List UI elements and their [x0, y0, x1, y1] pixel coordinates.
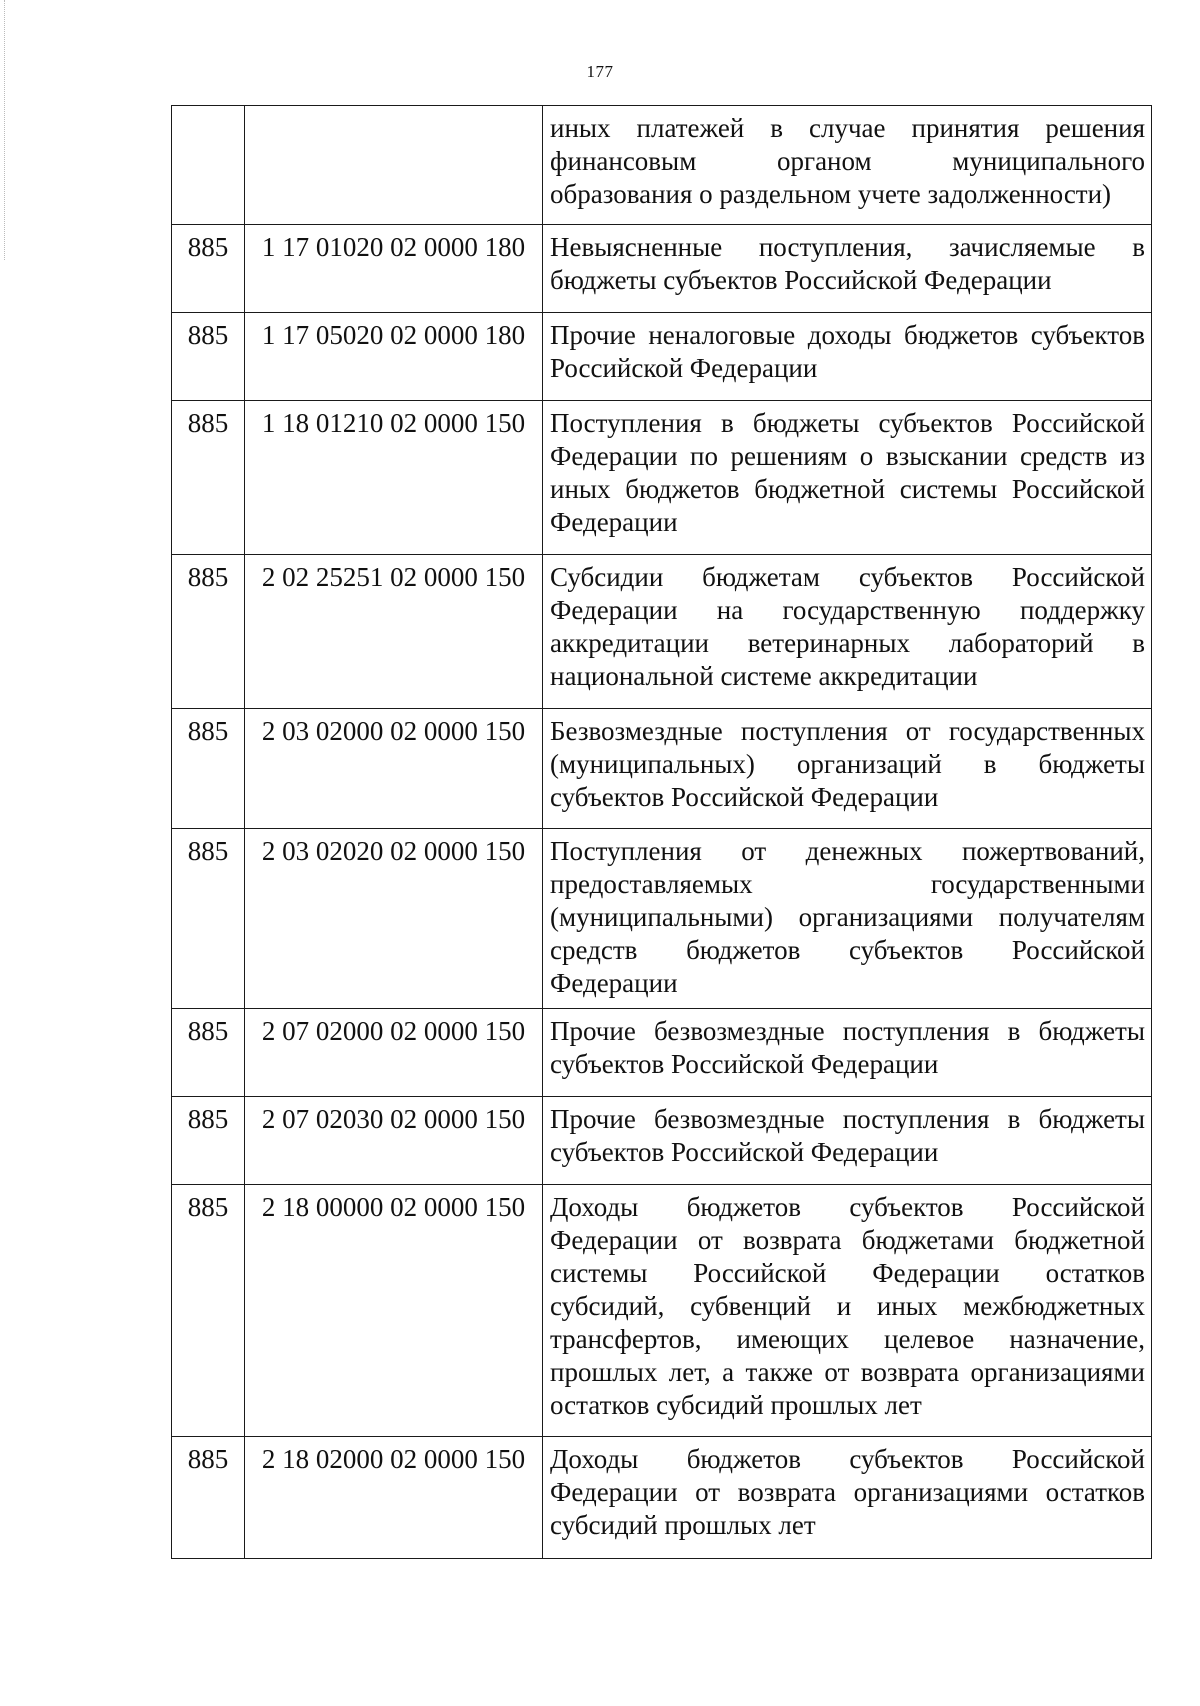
description-cell: Безвозмездные поступления от государственных (муниципальных) организаций в бюджеты субъектов Российской Федерации	[543, 709, 1152, 829]
admin-code-cell: 885	[172, 313, 245, 401]
revenue-codes-table	[171, 105, 1152, 1559]
table-row	[172, 1437, 1152, 1559]
admin-code-cell	[172, 106, 245, 225]
table-row	[172, 1097, 1152, 1185]
admin-code-cell: 885	[172, 709, 245, 829]
description-cell: Доходы бюджетов субъектов Российской Федерации от возврата бюджетами бюджетной системы Российской Федерации остатков субсидий, субвенций и иных межбюджетных трансфертов, имеющих целевое назначение, прошлых лет, а также от возврата организациями остатков субсидий прошлых лет	[543, 1185, 1152, 1437]
admin-code-cell: 885	[172, 1009, 245, 1097]
budget-code-cell	[245, 106, 543, 225]
budget-code-cell: 2 03 02000 02 0000 150	[245, 709, 543, 829]
budget-code-cell: 2 02 25251 02 0000 150	[245, 555, 543, 709]
description-cell: Прочие безвозмездные поступления в бюджеты субъектов Российской Федерации	[543, 1009, 1152, 1097]
table-row	[172, 829, 1152, 1009]
admin-code-cell: 885	[172, 1097, 245, 1185]
scan-edge-artifact	[0, 0, 5, 260]
table-row	[172, 1185, 1152, 1437]
description-cell: Прочие неналоговые доходы бюджетов субъектов Российской Федерации	[543, 313, 1152, 401]
admin-code-cell: 885	[172, 225, 245, 313]
admin-code-cell: 885	[172, 829, 245, 1009]
page-number: 177	[586, 62, 614, 81]
description-cell: Невыясненные поступления, зачисляемые в бюджеты субъектов Российской Федерации	[543, 225, 1152, 313]
admin-code-cell: 885	[172, 401, 245, 555]
table-row	[172, 555, 1152, 709]
budget-code-cell: 2 03 02020 02 0000 150	[245, 829, 543, 1009]
budget-code-cell: 2 18 00000 02 0000 150	[245, 1185, 543, 1437]
table-row	[172, 313, 1152, 401]
table-row	[172, 709, 1152, 829]
table-row	[172, 106, 1152, 225]
budget-code-cell: 2 07 02030 02 0000 150	[245, 1097, 543, 1185]
table-row	[172, 225, 1152, 313]
admin-code-cell: 885	[172, 1185, 245, 1437]
description-cell: иных платежей в случае принятия решения финансовым органом муниципального образования о раздельном учете задолженности)	[543, 106, 1152, 225]
description-cell: Поступления от денежных пожертвований, предоставляемых государственными (муниципальными) организациями получателям средств бюджетов субъектов Российской Федерации	[543, 829, 1152, 1009]
budget-code-cell: 1 18 01210 02 0000 150	[245, 401, 543, 555]
table-row	[172, 1009, 1152, 1097]
table-row	[172, 401, 1152, 555]
description-cell: Субсидии бюджетам субъектов Российской Федерации на государственную поддержку аккредитации ветеринарных лабораторий в национальной системе аккредитации	[543, 555, 1152, 709]
admin-code-cell: 885	[172, 1437, 245, 1559]
budget-code-cell: 1 17 01020 02 0000 180	[245, 225, 543, 313]
budget-code-cell: 2 18 02000 02 0000 150	[245, 1437, 543, 1559]
budget-code-cell: 1 17 05020 02 0000 180	[245, 313, 543, 401]
budget-code-cell: 2 07 02000 02 0000 150	[245, 1009, 543, 1097]
description-cell: Прочие безвозмездные поступления в бюджеты субъектов Российской Федерации	[543, 1097, 1152, 1185]
description-cell: Поступления в бюджеты субъектов Российской Федерации по решениям о взыскании средств из иных бюджетов бюджетной системы Российской Федерации	[543, 401, 1152, 555]
description-cell: Доходы бюджетов субъектов Российской Федерации от возврата организациями остатков субсидий прошлых лет	[543, 1437, 1152, 1559]
admin-code-cell: 885	[172, 555, 245, 709]
